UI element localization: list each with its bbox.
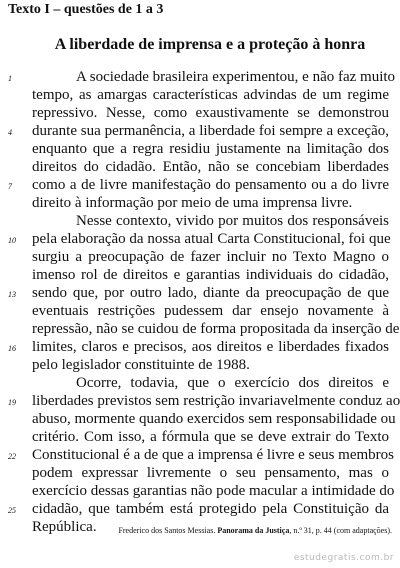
text-line: pela elaboração da nossa atual Carta Constitucional, foi que	[32, 231, 391, 247]
text-line: pelo legislador constituinte de 1988.	[32, 357, 250, 373]
text-line: eventuais restrições pudessem dar ensejo novamente à	[32, 303, 389, 319]
text-line: tempo, as amargas características advindas de um regime	[32, 87, 389, 103]
source-citation	[118, 526, 392, 535]
text-line: como a de livre manifestação do pensamento ou a do livre	[32, 177, 389, 193]
line-number: 4	[8, 128, 12, 137]
text-line: liberdades previstos sem restrição invariavelmente conduz ao	[32, 393, 400, 409]
text-line: limites, claros e precisos, aos direitos e liberdades fixados	[32, 339, 389, 355]
line-number: 22	[8, 452, 16, 461]
line-number: 7	[8, 182, 12, 191]
text-line: sendo que, por outro lado, diante da preocupação de que	[32, 285, 389, 301]
line-number: 10	[8, 236, 16, 245]
text-line: abuso, mormente quando exercidos sem responsabilidade ou	[32, 411, 396, 427]
text-line: podem expressar livremente o seu pensamento, mas o	[32, 465, 389, 481]
text-line: República.	[32, 519, 97, 535]
text-line: exercício dessas garantias não pode macular a intimidade do	[32, 483, 395, 499]
text-line: cidadão, que também está protegido pela Constituição da	[32, 501, 389, 517]
text-line: critério. Com isso, a fórmula que se deve extrair do Texto	[32, 429, 389, 445]
text-line: Nesse contexto, vivido por muitos dos responsáveis	[76, 213, 389, 229]
text-line: imenso rol de direitos e garantias individuais do cidadão,	[32, 267, 389, 283]
section-header: Texto I – questões de 1 a 3	[8, 2, 164, 17]
text-line: Constitucional é a de que a imprensa é livre e seus membros	[32, 447, 394, 463]
line-number: 25	[8, 506, 16, 515]
source-details: , n.º 31, p. 44 (com adaptações).	[289, 526, 392, 535]
text-line: Ocorre, todavia, que o exercício dos direitos e	[76, 375, 389, 391]
line-number: 1	[8, 74, 12, 83]
line-number: 19	[8, 398, 16, 407]
text-line: repressão, não se cuidou de forma propositada da inserção de	[32, 321, 400, 337]
line-number: 13	[8, 290, 16, 299]
text-line: repressivo. Nesse, como exaustivamente se demonstrou	[32, 105, 389, 121]
document-title: A liberdade de imprensa e a proteção à honra	[54, 36, 366, 53]
source-author: Frederico dos Santos Messias.	[118, 526, 216, 535]
watermark: estudegratis.com.br	[293, 553, 394, 563]
text-line: A sociedade brasileira experimentou, e não faz muito	[76, 69, 396, 85]
text-line: surgiu a preocupação de fazer incluir no Texto Magno o	[32, 249, 389, 265]
source-publication: Panorama da Justiça	[217, 526, 290, 535]
text-line: direitos do cidadão. Então, não se concebiam liberdades	[32, 159, 389, 175]
text-line: enquanto que a regra residiu justamente na limitação dos	[32, 141, 389, 157]
text-line: durante sua permanência, a liberdade foi sempre a exceção,	[32, 123, 389, 139]
text-line: direito à informação por meio de uma imprensa livre.	[32, 195, 353, 211]
line-number: 16	[8, 344, 16, 353]
